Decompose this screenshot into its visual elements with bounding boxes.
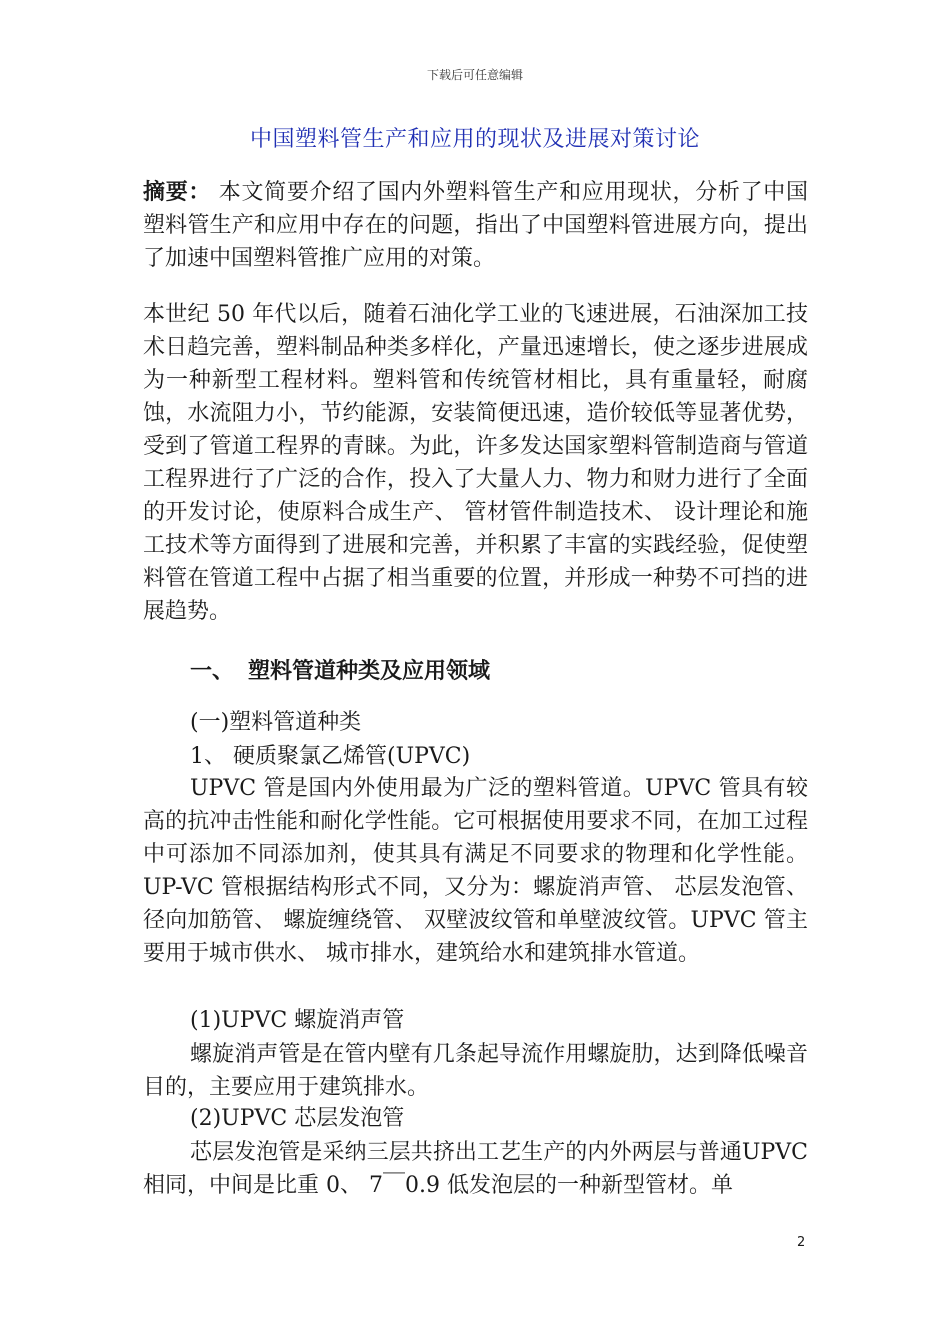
section-title: 塑料管道种类及应用领域 — [248, 659, 491, 684]
spiral-pipe-heading: (1)UPVC 螺旋消声管 — [190, 1008, 405, 1033]
intro-paragraph: 本世纪 50 年代以后，随着石油化学工业的飞速进展，石油深加工技术日趋完善，塑料制品种类多样化，产量迅速增长，使之逐步进展成为一种新型工程材料。塑料管和传统管材相比，具有重量轻，耐腐蚀，水流阻力小，节约能源，安装简便迅速，造价较低等显著优势，受到了管道工程界的青睐。为此，许多发达国家塑料管制造商与管道工程界进行了广泛的合作，投入了大量人力、物力和财力进行了全面的开发讨论，使原料合成生产、 管材管件制造技术、 设计理论和施工技术等方面得到了进展和完善，并积累了丰富的实践经验，促使塑料管在管道工程中占据了相当重要的位置，并形成一种势不可挡的进展趋势。 — [143, 302, 808, 624]
foam-pipe-paragraph: 芯层发泡管是采纳三层共挤出工艺生产的内外两层与普通UPVC 相同，中间是比重 0、 7￣0.9 低发泡层的一种新型管材。单 — [143, 1140, 808, 1198]
abstract-paragraph — [143, 176, 808, 275]
subsection-heading: (一)塑料管道种类 — [190, 710, 362, 735]
abstract-label: 摘要： — [143, 180, 212, 205]
upvc-paragraph: UPVC 管是国内外使用最为广泛的塑料管道。UPVC 管具有较高的抗冲击性能和耐化学性能。它可根据使用要求不同，在加工过程中可添加不同添加剂，使其具有满足不同要求的物理和化学性能。UP-VC 管根据结构形式不同，又分为：螺旋消声管、 芯层发泡管、 径向加筋管、 螺旋缠绕管、 双壁波纹管和单壁波纹管。UPVC 管主要用于城市供水、 城市排水，建筑给水和建筑排水管道。 — [143, 776, 808, 966]
spiral-pipe-paragraph: 螺旋消声管是在管内壁有几条起导流作用螺旋肋，达到降低噪音目的，主要应用于建筑排水。 — [143, 1042, 808, 1100]
item-heading-upvc: 1、 硬质聚氯乙烯管(UPVC) — [190, 744, 471, 769]
document-title: 中国塑料管生产和应用的现状及进展对策讨论 — [249, 127, 700, 152]
page-header: 下载后可任意编辑 — [426, 68, 523, 82]
page-number: 2 — [797, 1235, 806, 1250]
section-heading — [190, 654, 490, 685]
section-number: 一、 — [190, 659, 235, 684]
foam-pipe-heading: (2)UPVC 芯层发泡管 — [190, 1106, 405, 1131]
abstract-text: 本文简要介绍了国内外塑料管生产和应用现状，分析了中国塑料管生产和应用中存在的问题，指出了中国塑料管进展方向，提出了加速中国塑料管推广应用的对策。 — [143, 180, 808, 271]
